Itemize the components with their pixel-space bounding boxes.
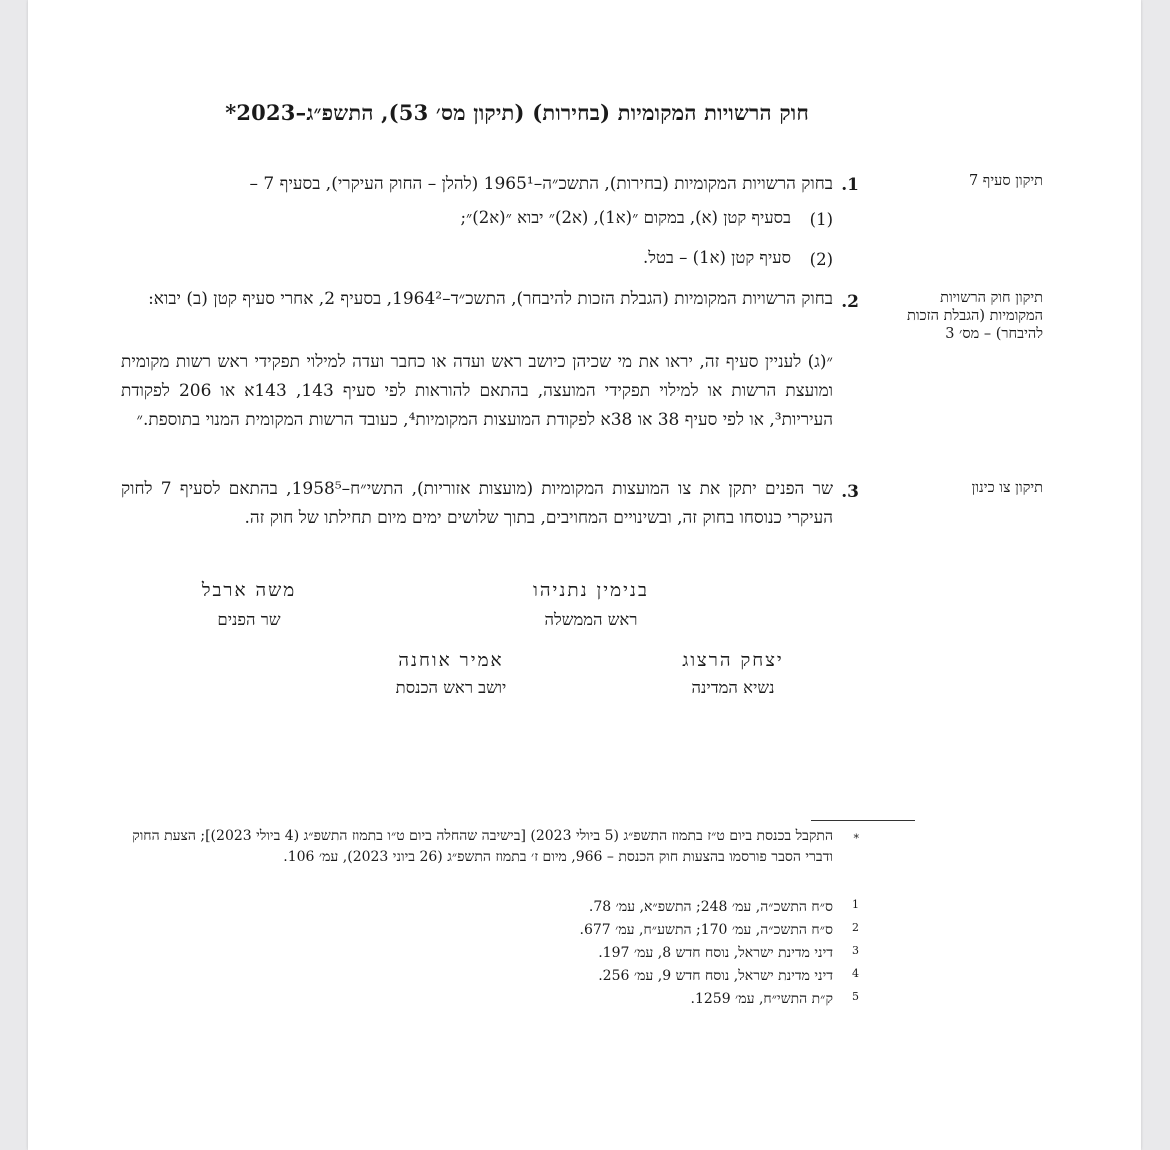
- footnote-mark-1: 1: [852, 898, 859, 911]
- section-1-text: בחוק הרשויות המקומיות (בחירות), התשכ״ה–1965¹ (להלן – החוק העיקרי), בסעיף 7 –: [249, 174, 833, 194]
- section-2-text: בחוק הרשויות המקומיות (הגבלת הזכות להיבחר), התשכ״ד–1964², בסעיף 2, אחרי סעיף קטן (ב) יבוא:: [148, 289, 833, 309]
- margin-note-section-2: תיקון חוק הרשויות המקומיות (הגבלת הזכות להיבחר) – מס׳ 3: [907, 290, 1043, 342]
- footnote-mark-star: *: [853, 832, 859, 845]
- footnote-mark-5: 5: [852, 990, 859, 1003]
- footnote-2: ס״ח התשכ״ה, עמ׳ 170; התשע״ח, עמ׳ 677.: [579, 922, 833, 938]
- footnote-mark-3: 3: [852, 944, 859, 957]
- footnote-5: ק״ת התשי״ח, עמ׳ 1259.: [690, 991, 833, 1007]
- law-title: חוק הרשויות המקומיות (בחירות) (תיקון מס׳ 53), התשפ״ג–2023*: [225, 100, 809, 125]
- section-number-2: 2.: [841, 292, 859, 312]
- footnote-star: התקבל בכנסת ביום ט״ז בתמוז התשפ״ג (5 ביולי 2023) [בישיבה שהחלה ביום ט״ו בתמוז התשפ״ג (4 ביולי 2023)]; הצעת החוק ודברי הסבר פורסמו בהצעות חוק הכנסת – 966, מיום ז׳ בתמוז התשפ״ג (26 ביוני 2023), עמ׳ 106.: [132, 828, 833, 865]
- item-number-1-1: (1): [809, 210, 833, 229]
- footnote-separator: [811, 820, 915, 821]
- signature-title-interior: שר הפנים: [217, 610, 281, 629]
- item-text-1-2: סעיף קטן (א1) – בטל.: [643, 248, 791, 267]
- document-page: [28, 0, 1141, 1150]
- item-text-1-1: בסעיף קטן (א), במקום ״(א1), (א2)״ יבוא ״(א2)״;: [460, 208, 791, 227]
- signature-title-speaker: יושב ראש הכנסת: [395, 678, 507, 697]
- signature-name-pm: בנימין נתניהו: [533, 580, 649, 601]
- section-number-1: 1.: [841, 175, 859, 195]
- section-2-quote: ״(ג) לעניין סעיף זה, יראו את מי שכיהן כיושב ראש ועדה או כחבר ועדה למילוי תפקידי ראש רשות מקומית ומועצת הרשות או למילוי תפקידי המועצה, בהתאם להוראות לפי סעיף 143, 143א או 206 לפקודת העיריות³, או לפי סעיף 38 או 38א לפקודת המועצות המקומיות⁴, כעובד הרשות המקומית המנוי בתוספת.״: [121, 352, 834, 430]
- footnote-4: דיני מדינת ישראל, נוסח חדש 9, עמ׳ 256.: [598, 968, 833, 984]
- margin-note-section-3: תיקון צו כינון: [971, 480, 1043, 496]
- signature-name-interior: משה ארבל: [201, 580, 297, 601]
- section-number-3: 3.: [841, 482, 859, 502]
- section-3-text: שר הפנים יתקן את צו המועצות המקומיות (מועצות אזוריות), התשי״ח–1958⁵, בהתאם לסעיף 7 לחוק העיקרי כנוסחו בחוק זה, ובשינויים המחויבים, בתוך שלושים ימים מיום תחילתו של חוק זה.: [121, 479, 833, 528]
- footnote-1: ס״ח התשכ״ה, עמ׳ 248; התשפ״א, עמ׳ 78.: [588, 899, 833, 915]
- signature-title-president: נשיא המדינה: [691, 678, 775, 697]
- signature-title-pm: ראש הממשלה: [544, 610, 638, 629]
- item-number-1-2: (2): [809, 250, 833, 269]
- signature-name-president: יצחק הרצוג: [682, 650, 784, 671]
- footnote-mark-2: 2: [852, 921, 859, 934]
- signature-name-speaker: אמיר אוחנה: [398, 650, 504, 671]
- footnote-mark-4: 4: [852, 967, 859, 980]
- margin-note-section-1: תיקון סעיף 7: [968, 173, 1043, 189]
- footnote-3: דיני מדינת ישראל, נוסח חדש 8, עמ׳ 197.: [598, 945, 833, 961]
